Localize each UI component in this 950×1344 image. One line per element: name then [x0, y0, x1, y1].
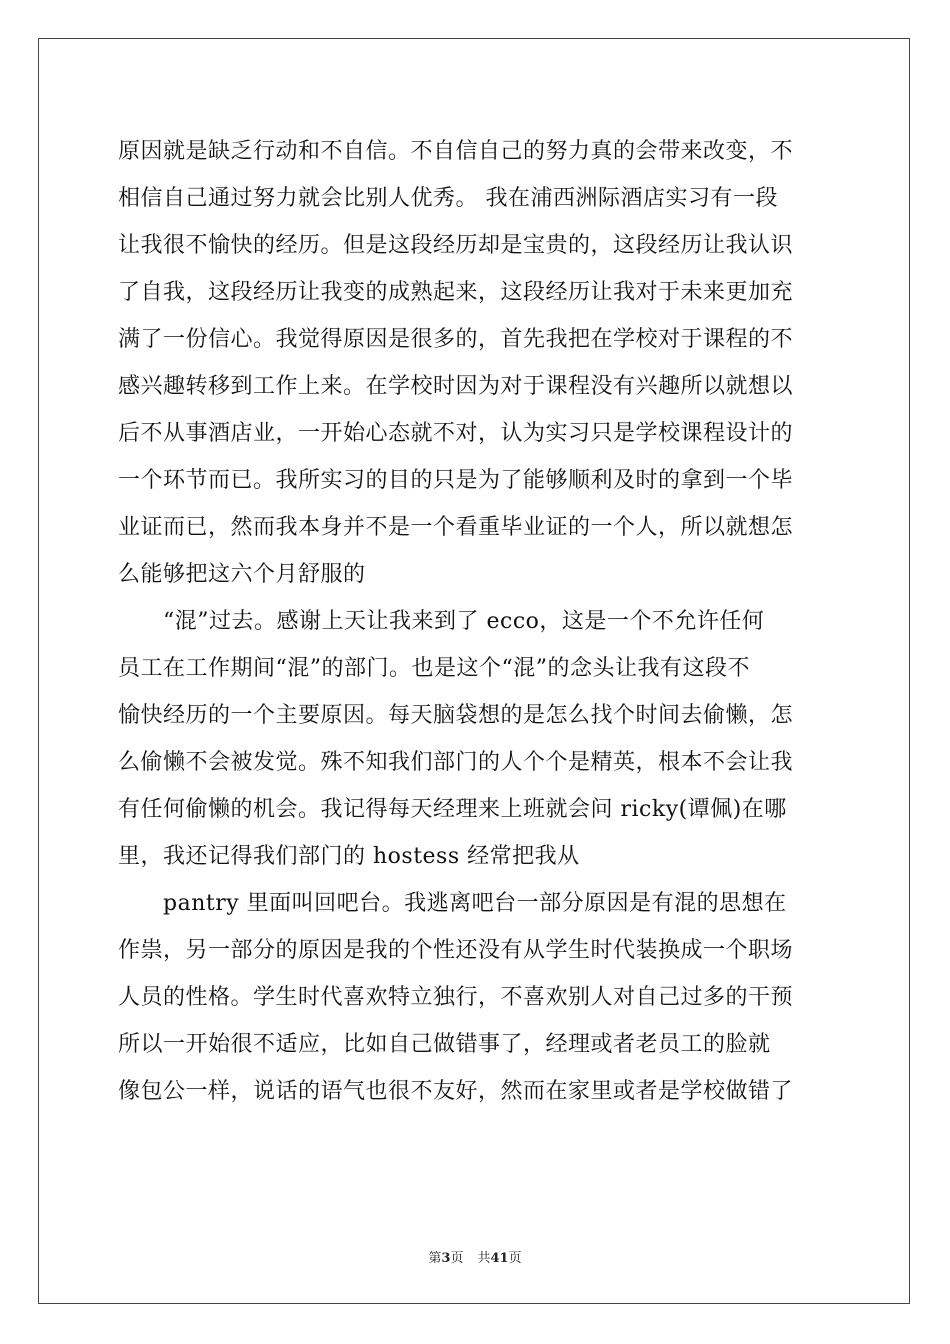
page-prefix: 第 [428, 1251, 442, 1266]
text-line: 相信自己通过努力就会比别人优秀。 我在浦西洲际酒店实习有一段 [118, 186, 778, 211]
text-line: 一个环节而已。我所实习的目的只是为了能够顺利及时的拿到一个毕 [118, 468, 794, 493]
total-suffix: 页 [508, 1251, 522, 1266]
text-line: 了自我，这段经历让我变的成熟起来，这段经历让我对于未来更加充 [118, 280, 794, 305]
page-suffix: 页 [450, 1251, 464, 1266]
total-pages-number: 41 [490, 1251, 509, 1266]
text-line: pantry 里面叫回吧台。我逃离吧台一部分原因是有混的思想在 [118, 891, 787, 916]
page-indicator [428, 1247, 463, 1266]
text-line: 有任何偷懒的机会。我记得每天经理来上班就会问 ricky(谭佩)在哪 [118, 797, 787, 822]
page-footer [0, 1247, 950, 1266]
text-line: 人员的性格。学生时代喜欢特立独行，不喜欢别人对自己过多的干预 [118, 985, 794, 1010]
text-line: 愉快经历的一个主要原因。每天脑袋想的是怎么找个时间去偷懒，怎 [118, 703, 794, 728]
text-line: 像包公一样，说话的语气也很不友好，然而在家里或者是学校做错了 [118, 1079, 794, 1104]
text-line: 原因就是缺乏行动和不自信。不自信自己的努力真的会带来改变，不 [118, 139, 794, 164]
text-line: 感兴趣转移到工作上来。在学校时因为对于课程没有兴趣所以就想以 [118, 374, 794, 399]
document-body [118, 128, 834, 1115]
text-line: 后不从事酒店业，一开始心态就不对，认为实习只是学校课程设计的 [118, 421, 794, 446]
text-line: 里，我还记得我们部门的 hostess 经常把我从 [118, 844, 580, 869]
text-line: 业证而已，然而我本身并不是一个看重毕业证的一个人，所以就想怎 [118, 515, 794, 540]
text-line: “混”过去。感谢上天让我来到了 ecco，这是一个不允许任何 [118, 609, 765, 634]
total-pages-indicator [477, 1247, 521, 1266]
total-prefix: 共 [477, 1251, 491, 1266]
page-number: 3 [441, 1251, 451, 1266]
text-line: 么偷懒不会被发觉。殊不知我们部门的人个个是精英，根本不会让我 [118, 750, 794, 775]
text-line: 所以一开始很不适应，比如自己做错事了，经理或者老员工的脸就 [118, 1032, 771, 1057]
text-line: 让我很不愉快的经历。但是这段经历却是宝贵的，这段经历让我认识 [118, 233, 794, 258]
text-line: 员工在工作期间“混”的部门。也是这个“混”的念头让我有这段不 [118, 656, 750, 681]
text-line: 作祟，另一部分的原因是我的个性还没有从学生时代装换成一个职场 [118, 938, 794, 963]
text-line: 么能够把这六个月舒服的 [118, 562, 366, 587]
text-line: 满了一份信心。我觉得原因是很多的，首先我把在学校对于课程的不 [118, 327, 794, 352]
